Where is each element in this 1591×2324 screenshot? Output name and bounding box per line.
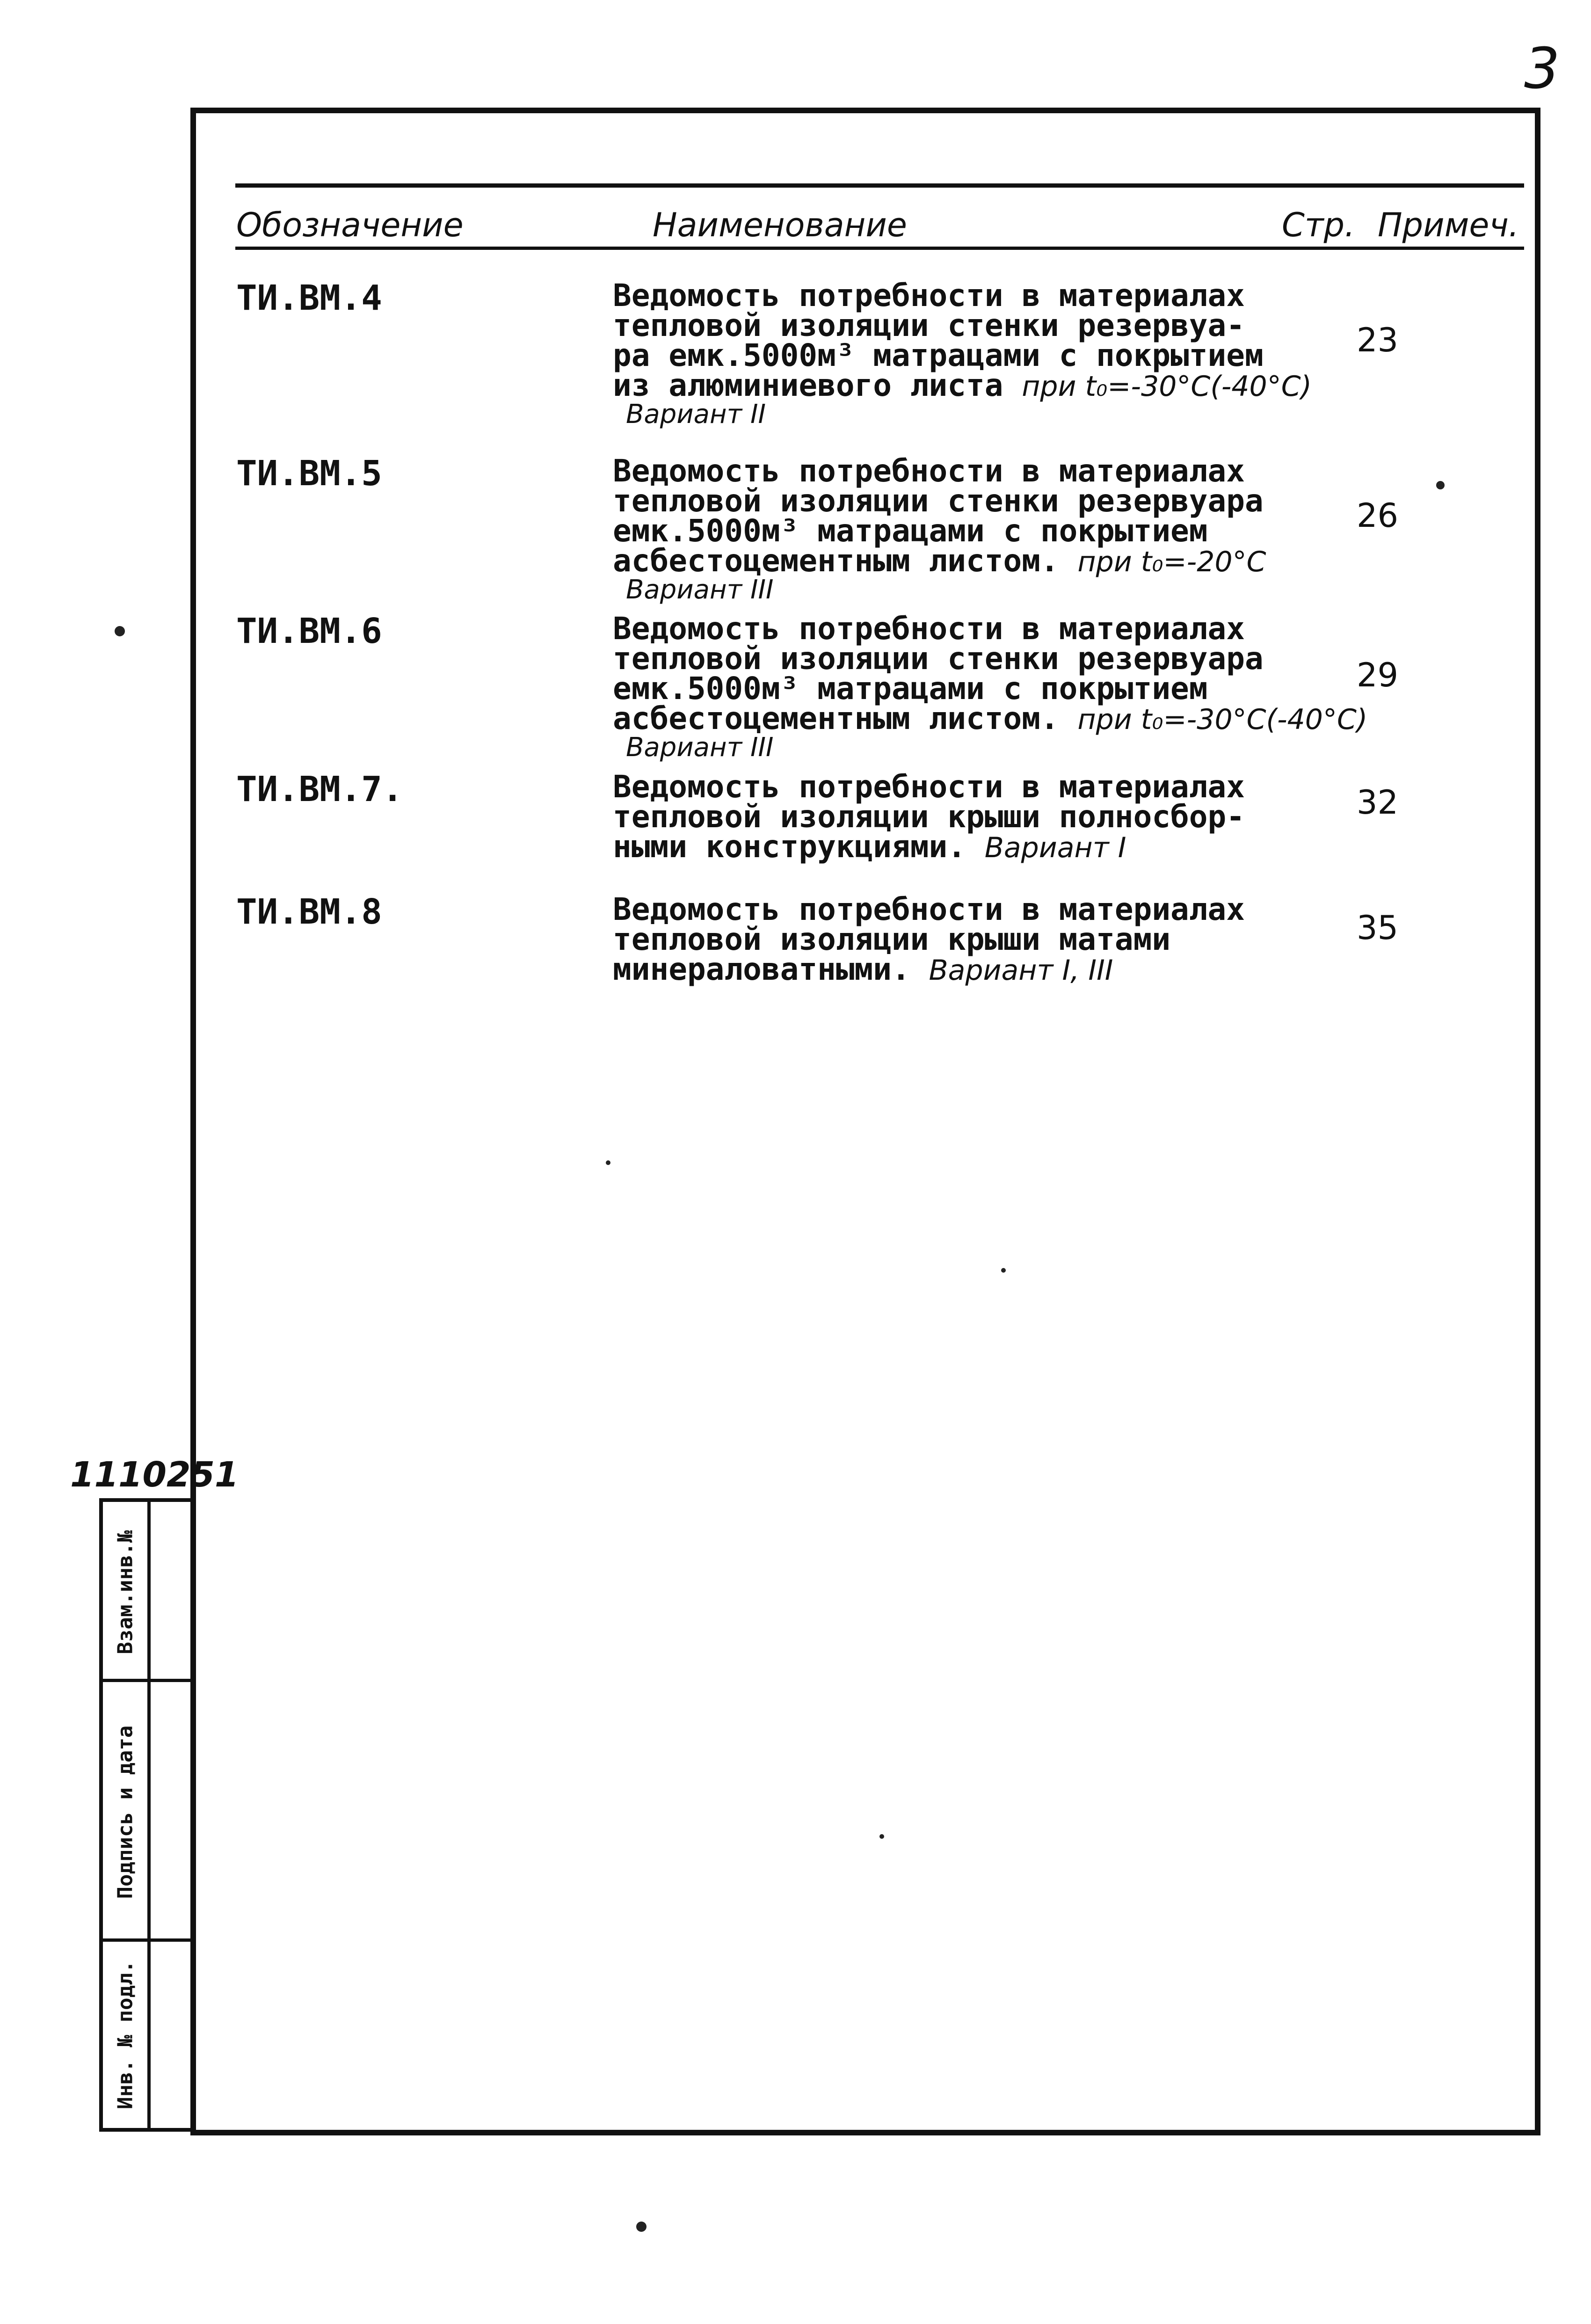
entry-page-number: 29	[1357, 656, 1399, 694]
header-top-rule	[235, 183, 1524, 188]
scan-speck	[1436, 481, 1445, 489]
entry-title-line: Ведомость потребности в материалах	[613, 611, 1245, 647]
entry-variant: Вариант III	[626, 732, 774, 763]
header-bottom-rule	[235, 247, 1524, 250]
entry-title	[613, 769, 1315, 865]
entry-title-line: тепловой изоляции стенки резервуара	[613, 641, 1264, 677]
entry-variant: Вариант III	[626, 575, 774, 605]
stamp-label: Взам.инв.№	[113, 1530, 137, 1654]
entry-title-line: из алюминиевого листа при t₀=-30°С(-40°С)	[613, 367, 1312, 403]
entry-title	[613, 277, 1315, 430]
entry-title-line: емк.5000м³ матрацами с покрытием	[613, 670, 1208, 707]
column-header-name: Наименование	[653, 206, 907, 244]
stamp-label: Инв. № подл.	[113, 1960, 137, 2109]
entry-title-line: Ведомость потребности в материалах	[613, 769, 1245, 805]
stamp-table	[99, 1498, 192, 2132]
entry-title-line: ра емк.5000м³ матрацами с покрытием	[613, 337, 1264, 373]
stamp-cell-signature	[103, 1679, 147, 1942]
inventory-number: 1110251	[70, 1455, 239, 1495]
entry-condition-note: при t₀=-20°С	[1077, 546, 1266, 578]
entry-title-line: Ведомость потребности в материалах	[613, 453, 1245, 489]
entry-title-line: асбестоцементным листом. при t₀=-30°С(-40°С)	[613, 700, 1368, 736]
scan-speck	[879, 1834, 884, 1839]
entry-title	[613, 891, 1315, 987]
entry-condition-note: Вариант I	[984, 831, 1126, 864]
entry-title	[613, 611, 1368, 763]
entry-condition-note: Вариант I, III	[929, 954, 1113, 987]
entry-title-line: тепловой изоляции крыши матами	[613, 921, 1171, 957]
entry-code: ТИ.ВМ.8	[236, 892, 382, 932]
entry-title-line: емк.5000м³ матрацами с покрытием	[613, 513, 1208, 549]
stamp-divider	[147, 1679, 192, 1682]
scan-speck	[1001, 1268, 1006, 1273]
entry-variant: Вариант II	[626, 399, 766, 430]
entry-title-line: минераловатными. Вариант I, III	[613, 951, 1113, 987]
entry-page-number: 26	[1357, 496, 1399, 535]
entry-title-line: асбестоцементным листом. при t₀=-20°С	[613, 543, 1266, 579]
scan-speck	[115, 626, 125, 636]
stamp-label: Подпись и дата	[113, 1725, 137, 1899]
column-header-page: Стр.	[1282, 206, 1355, 244]
entry-page-number: 35	[1357, 909, 1399, 947]
stamp-divider	[147, 1938, 192, 1942]
column-header-code: Обозначение	[236, 206, 464, 244]
entry-title-line: Ведомость потребности в материалах	[613, 891, 1245, 927]
stamp-cell-replacement	[103, 1499, 147, 1682]
scan-speck	[606, 1160, 610, 1165]
entry-code: ТИ.ВМ.7.	[236, 769, 403, 809]
entry-page-number: 32	[1357, 783, 1399, 822]
entry-title-line: тепловой изоляции крыши полносбор-	[613, 799, 1245, 835]
column-header-note: Примеч.	[1378, 206, 1519, 244]
entry-condition-note: при t₀=-30°С(-40°С)	[1077, 703, 1368, 736]
entry-title-line: ными конструкциями. Вариант I	[613, 829, 1126, 865]
entry-condition-note: при t₀=-30°С(-40°С)	[1022, 370, 1312, 403]
entry-title-line: тепловой изоляции стенки резервуа-	[613, 307, 1245, 343]
entry-code: ТИ.ВМ.4	[236, 278, 382, 318]
entry-title-line: тепловой изоляции стенки резервуара	[613, 483, 1264, 519]
entry-code: ТИ.ВМ.6	[236, 611, 382, 651]
page-number: 3	[1524, 36, 1560, 102]
stamp-cell-original	[103, 1938, 147, 2128]
scan-speck	[636, 2222, 647, 2232]
entry-title-line: Ведомость потребности в материалах	[613, 277, 1245, 313]
stamp-label-column	[103, 1502, 151, 2128]
entry-code: ТИ.ВМ.5	[236, 453, 382, 494]
entry-page-number: 23	[1357, 321, 1399, 359]
entry-title	[613, 453, 1315, 605]
